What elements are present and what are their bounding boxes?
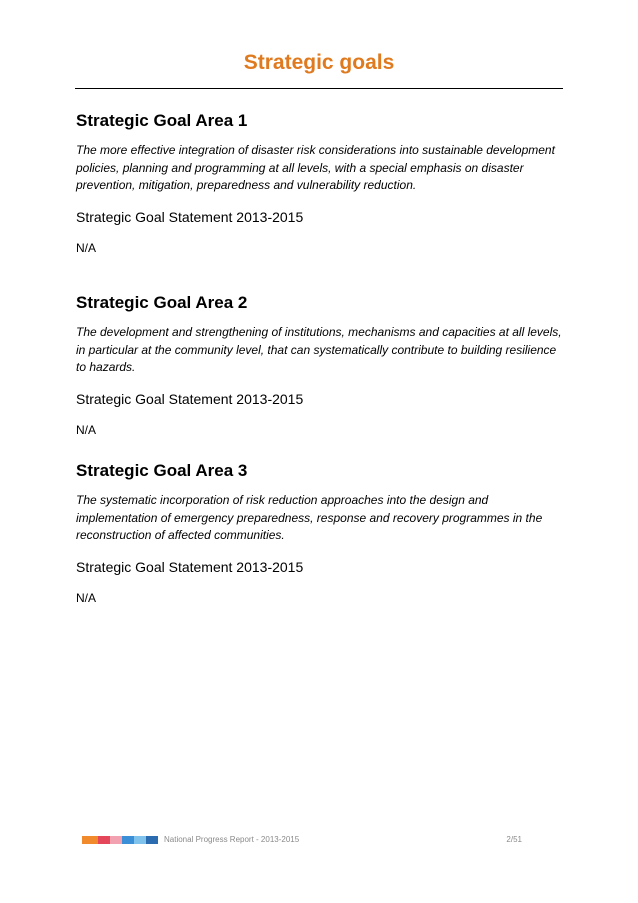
goal-statement-label: Strategic Goal Statement 2013-2015	[76, 558, 304, 575]
footer-page-number: 2/51	[506, 835, 522, 844]
logo-segment	[122, 836, 134, 844]
logo-segment	[110, 836, 122, 844]
goal-statement-label: Strategic Goal Statement 2013-2015	[76, 390, 304, 407]
goal-statement-value: N/A	[76, 422, 97, 437]
goal-area-heading: Strategic Goal Area 3	[76, 461, 248, 480]
logo-segment	[134, 836, 146, 844]
goal-area-3-section	[76, 460, 566, 606]
goal-statement-label: Strategic Goal Statement 2013-2015	[76, 208, 304, 225]
goal-area-1-section	[76, 110, 566, 256]
footer-logo-bar-icon	[82, 836, 158, 844]
goal-area-description: The systematic incorporation of risk reduction approaches into the design and implementation of emergency preparedness, response and recovery programmes in the reconstruction of affected communities.	[76, 493, 543, 542]
goal-statement-value: N/A	[76, 240, 97, 255]
title-divider	[75, 88, 563, 89]
goal-area-heading: Strategic Goal Area 2	[76, 293, 248, 312]
goal-area-description: The more effective integration of disaster risk considerations into sustainable development policies, planning and programming at all levels, with a special emphasis on disaster prevention, mitigation, preparedness and vulnerability reduction.	[76, 143, 555, 192]
goal-statement-value: N/A	[76, 590, 97, 605]
logo-segment	[146, 836, 158, 844]
page-footer	[82, 834, 522, 846]
goal-area-description: The development and strengthening of institutions, mechanisms and capacities at all levels, in particular at the community level, that can systematically contribute to building resilience to hazards.	[76, 325, 562, 374]
footer-report-name: National Progress Report - 2013-2015	[164, 835, 300, 844]
goal-area-heading: Strategic Goal Area 1	[76, 111, 248, 130]
logo-segment	[82, 836, 98, 844]
logo-segment	[98, 836, 110, 844]
page-title: Strategic goals	[243, 51, 395, 74]
goal-area-2-section	[76, 292, 566, 438]
